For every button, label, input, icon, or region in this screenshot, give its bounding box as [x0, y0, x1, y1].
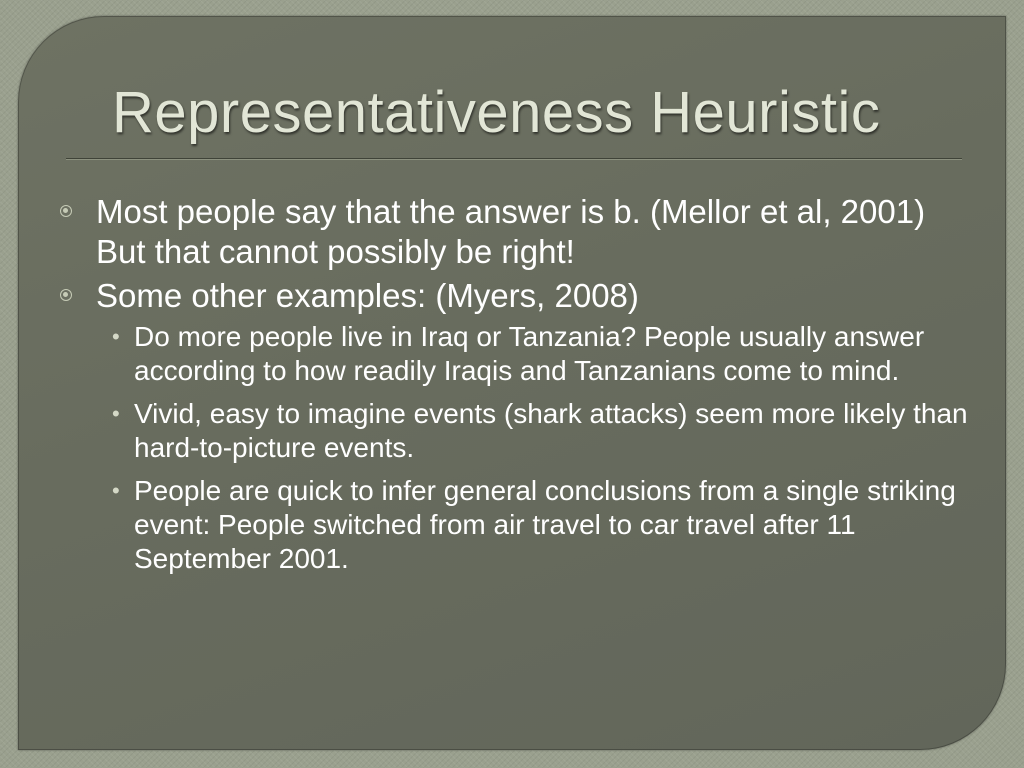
title-divider — [66, 158, 962, 160]
bullet-item-1 — [60, 192, 970, 272]
sub-bullet-text: Do more people live in Iraq or Tanzania? People usually answer according to how readily Iraqis and Tanzanians come to mind. — [134, 321, 925, 386]
circle-dot-bullet-icon — [60, 289, 72, 301]
sub-bullet-item-1 — [112, 320, 970, 388]
bullet-item-2 — [60, 276, 970, 316]
small-dot-bullet-icon: • — [112, 324, 120, 349]
slide-body — [60, 192, 970, 585]
small-dot-bullet-icon: • — [112, 478, 120, 503]
sub-bullet-item-2 — [112, 397, 970, 465]
bullet-text: Most people say that the answer is b. (Mellor et al, 2001) But that cannot possibly be right! — [96, 193, 926, 270]
sub-bullet-text: Vivid, easy to imagine events (shark attacks) seem more likely than hard-to-picture events. — [134, 398, 968, 463]
sub-bullet-list — [112, 320, 970, 576]
sub-bullet-item-3 — [112, 474, 970, 576]
small-dot-bullet-icon: • — [112, 401, 120, 426]
bullet-text: Some other examples: (Myers, 2008) — [96, 277, 639, 314]
slide-title: Representativeness Heuristic — [112, 80, 881, 145]
circle-dot-bullet-icon — [60, 205, 72, 217]
sub-bullet-text: People are quick to infer general conclusions from a single striking event: People switched from air travel to car travel after 11 September 2001. — [134, 475, 956, 574]
